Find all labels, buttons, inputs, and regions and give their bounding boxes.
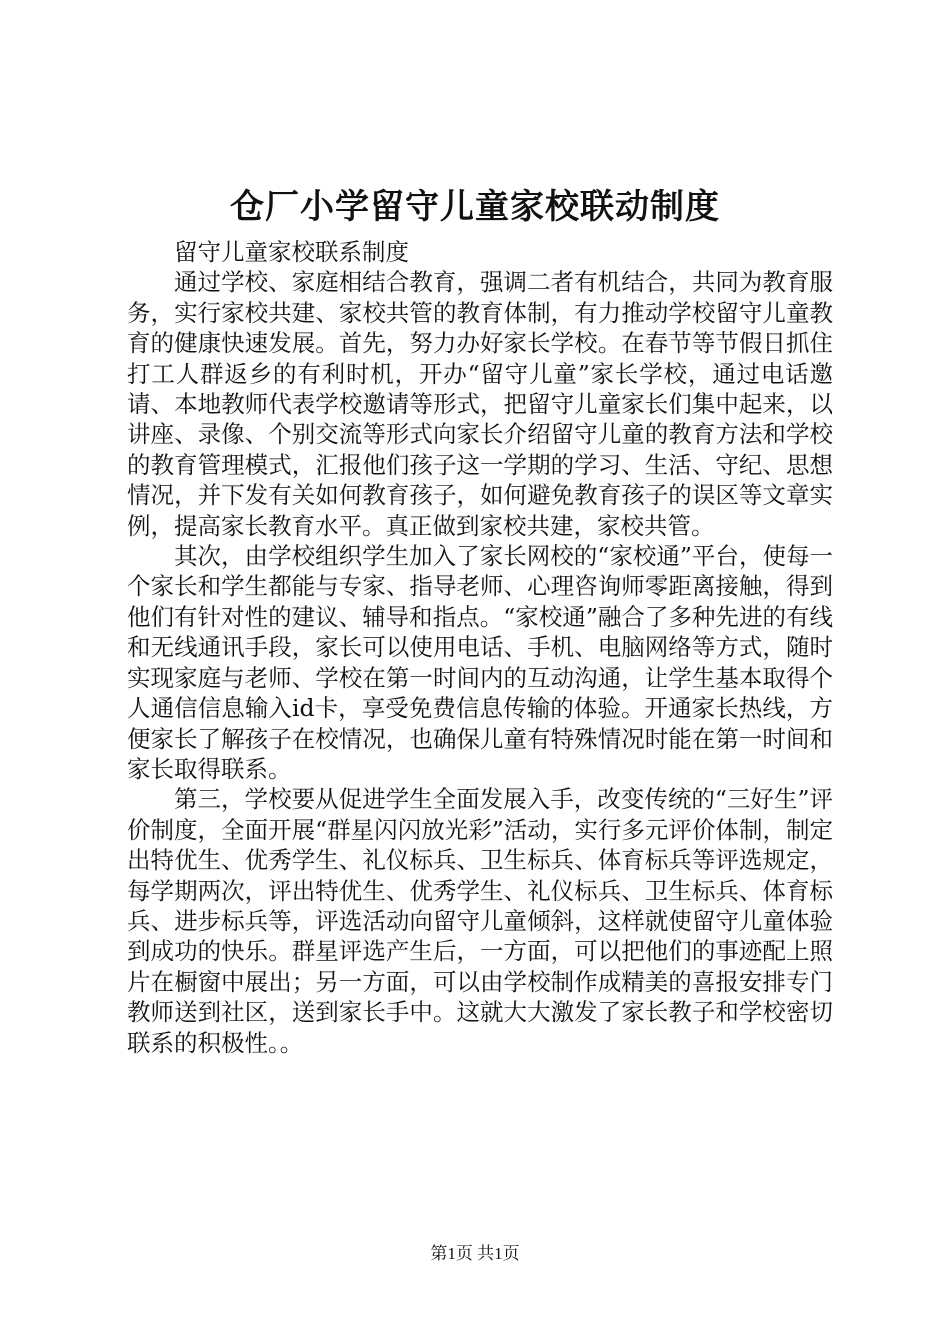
document-title: 仓厂小学留守儿童家校联动制度 [230, 187, 720, 227]
body-paragraph-1: 通过学校、家庭相结合教育，强调二者有机结合，共同为教育服务，实行家校共建、家校共管的教育体制，有力推动学校留守儿童教育的健康快速发展。首先，努力办好家长学校。在春节等节假日抓住打工人群返乡的有利时机，开办“留守儿童”家长学校，通过电话邀请、本地教师代表学校邀请等形式，把留守儿童家长们集中起来，以讲座、录像、个别交流等形式向家长介绍留守儿童的教育方法和学校的教育管理模式，汇报他们孩子这一学期的学习、生活、守纪、思想情况，并下发有关如何教育孩子，如何避免教育孩子的误区等文章实例，提高家长教育水平。真正做到家校共建，家校共管。 [127, 268, 833, 540]
subtitle-paragraph: 留守儿童家校联系制度 [174, 238, 409, 266]
document-body [127, 237, 833, 1058]
body-paragraph-2: 其次，由学校组织学生加入了家长网校的“家校通”平台，使每一个家长和学生都能与专家、指导老师、心理咨询师零距离接触，得到他们有针对性的建议、辅导和指点。“家校通”融合了多种先进的有线和无线通讯手段，家长可以使用电话、手机、电脑网络等方式，随时实现家庭与老师、学校在第一时间内的互动沟通，让学生基本取得个人通信信息输入id卡，享受免费信息传输的体验。开通家长热线，方便家长了解孩子在校情况，也确保儿童有特殊情况时能在第一时间和家长取得联系。 [127, 542, 833, 783]
body-paragraph-3: 第三，学校要从促进学生全面发展入手，改变传统的“三好生”评价制度，全面开展“群星闪闪放光彩”活动，实行多元评价体制，制定出特优生、优秀学生、礼仪标兵、卫生标兵、体育标兵等评选规定，每学期两次，评出特优生、优秀学生、礼仪标兵、卫生标兵、体育标兵、进步标兵等，评选活动向留守儿童倾斜，这样就使留守儿童体验到成功的快乐。群星评选产生后，一方面，可以把他们的事迹配上照片在橱窗中展出；另一方面，可以由学校制作成精美的喜报安排专门教师送到社区，送到家长手中。这就大大激发了家长教子和学校密切联系的积极性。。 [127, 785, 833, 1057]
page-footer: 第1页 共1页 [430, 1244, 520, 1263]
